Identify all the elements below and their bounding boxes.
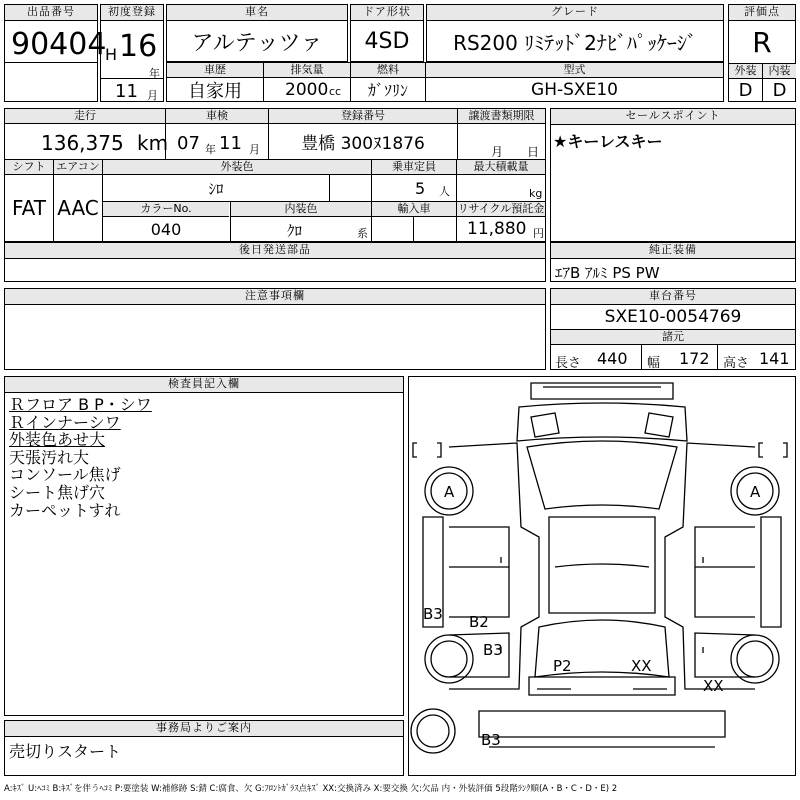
width-label: 幅 [647,356,661,371]
height-value: 141 [759,349,790,368]
damage-mark: B3 [483,641,503,659]
damage-mark: A [444,483,455,501]
recycle-value: 11,880 [467,219,527,239]
car-name: アルテッツァ [191,30,323,56]
reg-no-value: 豊橋 300ﾇ1876 [301,134,425,154]
inspection-month-unit: 月 [249,143,260,156]
recycle-label: リサイクル預託金 [457,202,545,215]
sales-point-label: セールスポイント [551,109,795,125]
capacity-label: 乗車定員 [372,160,456,175]
length-label: 長さ [555,356,582,371]
mileage-unit: km [137,131,169,155]
inspection-year-unit: 年 [205,143,216,156]
model-label: 型式 [426,63,723,78]
first-reg-month: 11 [115,81,138,102]
max-load-unit: kg [529,187,543,200]
capacity-unit: 人 [439,185,450,198]
inspector-line: コンソール焦げ [9,465,121,485]
lot-box [4,4,107,102]
inspector-line: Ｒインナーシワ [9,412,121,432]
later-parts-label: 後日発送部品 [5,243,545,259]
mileage-label: 走行 [5,109,165,124]
transfer-month-unit: 月 [491,145,504,159]
model-value: GH-SXE10 [531,79,618,100]
color-no-label: カラーNo. [103,202,229,217]
car-name-box [166,4,348,62]
mileage-box [4,108,546,242]
width-value: 172 [679,349,710,368]
aircon-value: AAC [57,196,99,220]
door-label: ドア形状 [351,5,423,21]
office-box [4,720,404,776]
fuel-label: 燃料 [351,63,425,78]
office-label: 事務局よりご案内 [5,721,403,737]
first-reg-label: 初度登録 [101,5,163,21]
grade-value: RS200 ﾘﾐﾃｯﾄﾞ2ﾅﾋﾞﾊﾟｯｹｰｼﾞ [453,30,697,55]
aircon-label: エアコン [54,160,102,175]
damage-mark: P2 [553,657,572,675]
equipment-value: ｴｱB ｱﾙﾐ PS PW [555,264,660,282]
mileage-value: 136,375 [41,131,124,155]
score-box [728,4,796,102]
inspection-year: 07 [177,133,200,154]
sales-point-box [550,108,796,242]
grade-label: グレード [427,5,723,21]
inspector-label: 検査員記入欄 [5,377,403,393]
inspector-notes [9,396,152,519]
door-box [350,4,424,62]
reg-no-label: 登録番号 [269,109,457,124]
capacity-value: 5 [415,179,426,198]
displacement-unit: cc [329,85,342,98]
first-reg-year-unit: 年 [149,67,160,80]
length-value: 440 [597,349,628,368]
int-color-label: 内装色 [231,202,371,217]
notes-label: 注意事項欄 [5,289,545,305]
legend: A:ｷｽﾞ U:ﾍｺﾐ B:ｷｽﾞを伴うﾍｺﾐ P:要塗装 W:補修跡 S:錆 C:腐食、欠 G:ﾌﾛﾝﾄｶﾞﾗｽ点ｷｽﾞ XX:交換済み X:要交換 欠:欠品 内・外装評価 5段階ﾗﾝｸ順(A・B・C・D・E) 2 [4,784,618,794]
dims-label: 諸元 [551,329,795,345]
ext-color-label: 外装色 [103,160,371,175]
sales-point-value: ★キーレスキー [553,132,663,151]
lot-number: 90404 [11,27,107,62]
equipment-label: 純正装備 [551,243,795,259]
transfer-day-unit: 日 [527,145,540,159]
int-score-label: 内装 [763,64,796,78]
spec-row-box [166,62,724,102]
displacement-label: 排気量 [264,63,350,78]
inspector-line: Ｒフロア B P・シワ [9,395,152,414]
int-color-value: ｸﾛ [287,222,303,240]
damage-mark: B3 [423,605,443,623]
first-reg-year: 16 [119,29,158,64]
first-reg-era: H [105,45,118,64]
displacement-value: 2000 [285,80,329,100]
office-value: 売切りスタート [9,742,122,761]
int-score: D [772,79,787,101]
inspector-line: カーペットすれ [9,500,121,520]
equipment-box [550,242,796,282]
door-value: 4SD [364,28,410,54]
inspector-box [4,376,404,716]
chassis-value: SXE10-0054769 [604,307,742,327]
color-no-value: 040 [150,219,182,239]
damage-mark: XX [703,677,724,695]
damage-mark: A [750,483,761,501]
score-label: 評価点 [729,5,795,21]
shift-value: FAT [11,196,46,220]
ext-score-label: 外装 [729,64,762,78]
first-reg-box [100,4,164,102]
inspection-label: 車検 [166,109,268,124]
car-name-label: 車名 [167,5,347,21]
score-value: R [752,25,772,59]
grade-box [426,4,724,62]
later-parts-box [4,242,546,282]
history-label: 車歴 [167,63,263,78]
int-color-unit: 系 [357,227,368,240]
history-value: 自家用 [188,80,242,102]
chassis-box [550,288,796,370]
transfer-label: 譲渡書類期限 [458,109,545,124]
ext-color-value: ｼﾛ [208,179,224,198]
inspector-line: 天張汚れ大 [9,447,90,467]
ext-score: D [738,79,753,101]
height-label: 高さ [723,356,750,371]
fuel-value: ｶﾞｿﾘﾝ [367,81,408,100]
car-outline [409,377,795,775]
first-reg-month-unit: 月 [147,89,158,102]
damage-mark: B2 [469,613,489,631]
chassis-label: 車台番号 [551,289,795,305]
damage-mark: B3 [481,731,501,749]
shift-label: シフト [5,160,53,175]
inspector-line: シート焦げ穴 [9,482,106,502]
damage-diagram [408,376,796,776]
damage-mark: XX [631,657,652,675]
inspection-month: 11 [219,133,242,154]
max-load-label: 最大積載量 [457,160,545,175]
inspector-line: 外装色あせ大 [9,430,106,450]
recycle-unit: 円 [533,227,544,240]
notes-box [4,288,546,370]
lot-label: 出品番号 [5,5,97,21]
import-label: 輸入車 [372,202,456,217]
